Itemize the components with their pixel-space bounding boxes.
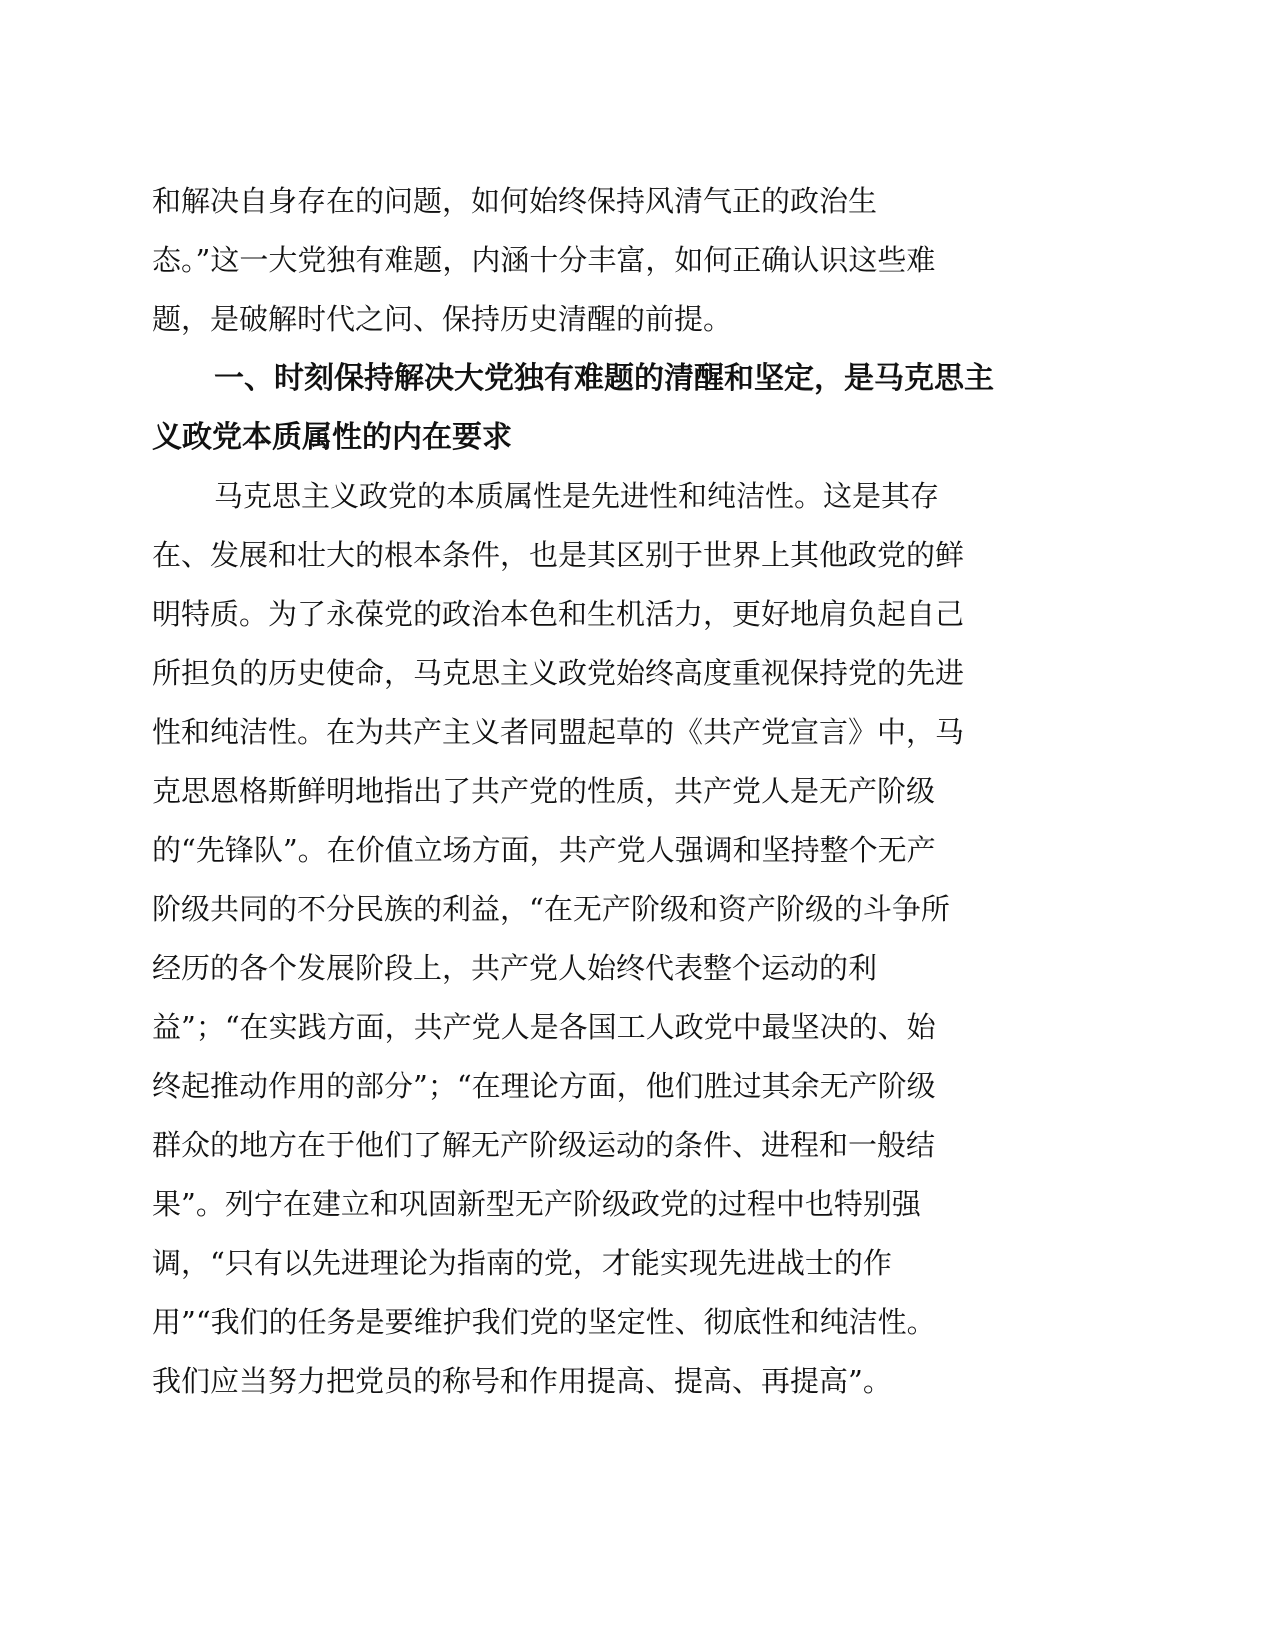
paragraph-line: 经历的各个发展阶段上，共产党人始终代表整个运动的利 bbox=[152, 951, 878, 985]
paragraph-line: 明特质。为了永葆党的政治本色和生机活力，更好地肩负起自己 bbox=[152, 597, 965, 631]
paragraph-line: 阶级共同的不分民族的利益，“在无产阶级和资产阶级的斗争所 bbox=[152, 892, 950, 926]
paragraph-line: 在、发展和壮大的根本条件，也是其区别于世界上其他政党的鲜 bbox=[152, 538, 965, 572]
paragraph-line: 性和纯洁性。在为共产主义者同盟起草的《共产党宣言》中，马 bbox=[152, 715, 965, 749]
paragraph-line: 终起推动作用的部分”；“在理论方面，他们胜过其余无产阶级 bbox=[152, 1069, 936, 1103]
paragraph-line: 所担负的历史使命，马克思主义政党始终高度重视保持党的先进 bbox=[152, 656, 965, 690]
paragraph-line: 态。”这一大党独有难题，内涵十分丰富，如何正确认识这些难 bbox=[152, 243, 936, 277]
paragraph-line: 克思恩格斯鲜明地指出了共产党的性质，共产党人是无产阶级 bbox=[152, 774, 936, 808]
paragraph-line: 马克思主义政党的本质属性是先进性和纯洁性。这是其存 bbox=[214, 479, 940, 513]
paragraph-line: 和解决自身存在的问题，如何始终保持风清气正的政治生 bbox=[152, 184, 878, 218]
paragraph-line: 果”。列宁在建立和巩固新型无产阶级政党的过程中也特别强 bbox=[152, 1187, 921, 1221]
paragraph-line: 群众的地方在于他们了解无产阶级运动的条件、进程和一般结 bbox=[152, 1128, 936, 1162]
section-heading: 一、时刻保持解决大党独有难题的清醒和坚定，是马克思主 bbox=[214, 361, 994, 396]
section-heading: 义政党本质属性的内在要求 bbox=[152, 420, 512, 455]
body-text bbox=[152, 172, 1092, 1411]
paragraph-line: 益”；“在实践方面，共产党人是各国工人政党中最坚决的、始 bbox=[152, 1010, 936, 1044]
paragraph-line: 题，是破解时代之问、保持历史清醒的前提。 bbox=[152, 302, 733, 336]
paragraph-line: 的“先锋队”。在价值立场方面，共产党人强调和坚持整个无产 bbox=[152, 833, 936, 867]
paragraph-line: 我们应当努力把党员的称号和作用提高、提高、再提高”。 bbox=[152, 1364, 892, 1398]
paragraph-line: 调，“只有以先进理论为指南的党，才能实现先进战士的作 bbox=[152, 1246, 892, 1280]
paragraph-line: 用”“我们的任务是要维护我们党的坚定性、彻底性和纯洁性。 bbox=[152, 1305, 936, 1339]
